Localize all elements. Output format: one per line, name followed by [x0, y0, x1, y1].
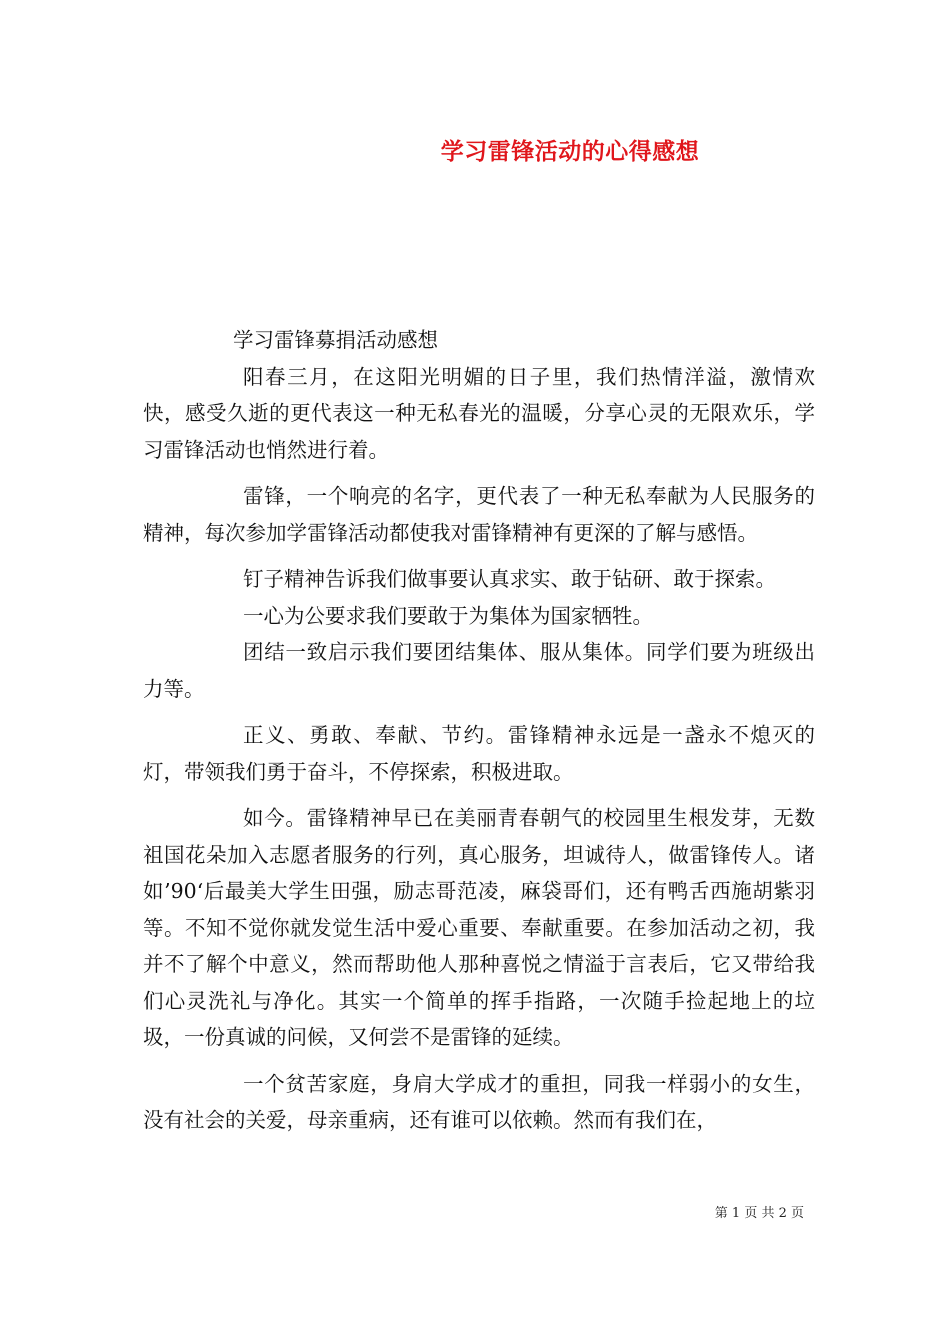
paragraph-2: 雷锋，一个响亮的名字，更代表了一种无私奉献为人民服务的精神，每次参加学雷锋活动都使我对雷锋精神有更深的了解与感悟。 [143, 484, 815, 545]
paragraph-4: 一心为公要求我们要敢于为集体为国家牺牲。 [243, 603, 653, 628]
paragraph-7: 如今。雷锋精神早已在美丽青春朝气的校园里生根发芽，无数祖国花朵加入志愿者服务的行列，真心服务，坦诚待人，做雷锋传人。诸如’90‘后最美大学生田强，励志哥范凌，麻袋哥们，还有鸭舌西施胡紫羽等。不知不觉你就发觉生活中爱心重要、奉献重要。在参加活动之初，我并不了解个中意义，然而帮助他人那种喜悦之情溢于言表后，它又带给我们心灵洗礼与净化。其实一个简单的挥手指路，一次随手捡起地上的垃圾，一份真诚的问候，又何尝不是雷锋的延续。 [143, 806, 815, 1049]
paragraph-1: 阳春三月，在这阳光明媚的日子里，我们热情洋溢，激情欢快，感受久逝的更代表这一种无私春光的温暖，分享心灵的无限欢乐，学习雷锋活动也悄然进行着。 [143, 364, 815, 462]
paragraph-8: 一个贫苦家庭，身肩大学成才的重担，同我一样弱小的女生，没有社会的关爱，母亲重病，还有谁可以依赖。然而有我们在， [143, 1071, 815, 1132]
document-body [143, 322, 815, 1139]
paragraph-3: 钉子精神告诉我们做事要认真求实、敢于钻研、敢于探索。 [243, 567, 776, 591]
document-subtitle: 学习雷锋募捐活动感想 [233, 328, 438, 352]
document-title: 学习雷锋活动的心得感想 [440, 138, 700, 165]
paragraph-6: 正义、勇敢、奉献、节约。雷锋精神永远是一盏永不熄灭的灯，带领我们勇于奋斗，不停探索，积极进取。 [143, 723, 815, 784]
page-number-footer: 第 1 页 共 2 页 [714, 1206, 804, 1221]
paragraph-5: 团结一致启示我们要团结集体、服从集体。同学们要为班级出力等。 [143, 640, 815, 701]
